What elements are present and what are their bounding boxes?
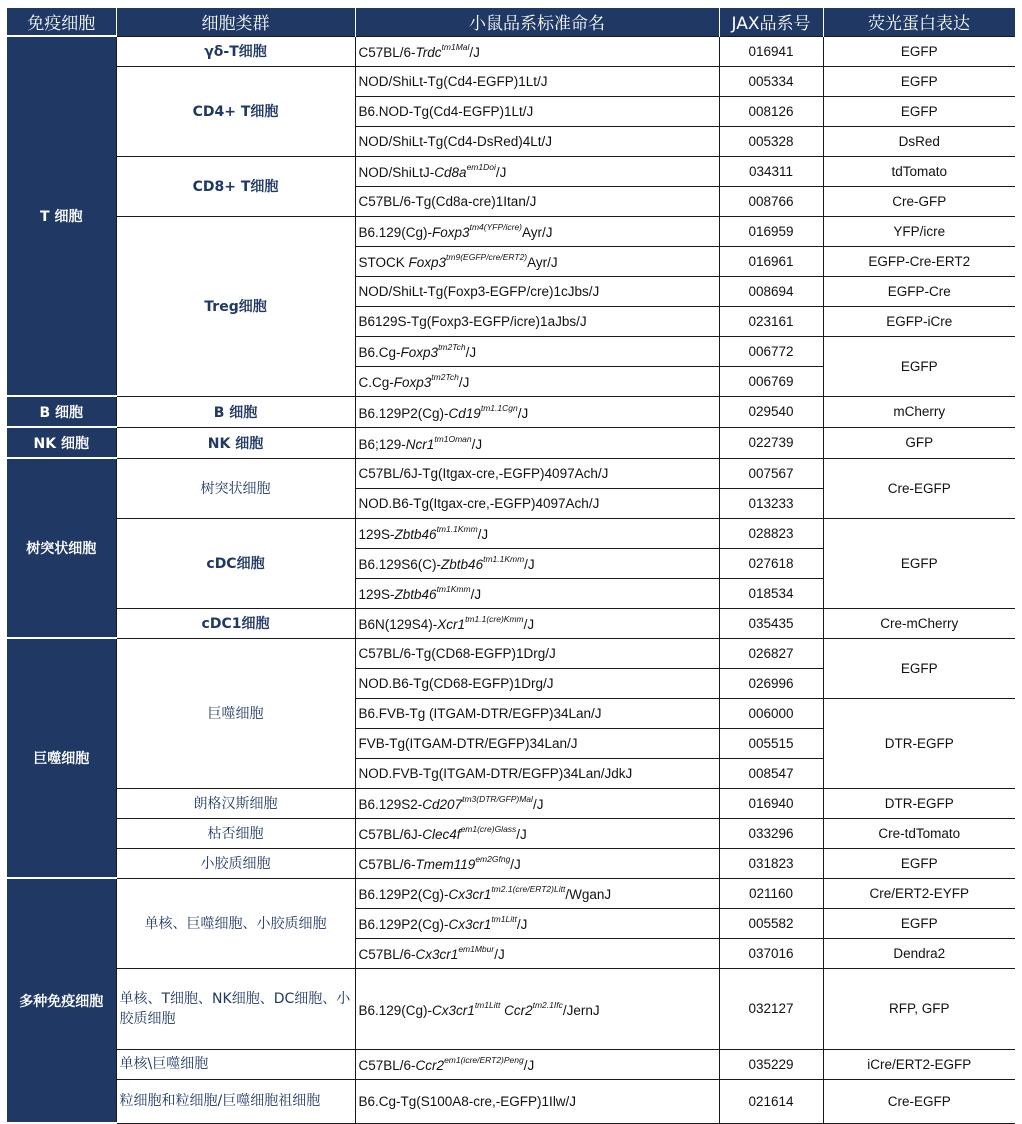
strain-name [355, 608, 719, 638]
gene-symbol: Foxp3 [432, 225, 470, 240]
col-header-subgroup: 细胞类群 [116, 8, 355, 36]
jax-number: 006772 [719, 336, 823, 366]
strain-suffix: /J [494, 947, 505, 962]
strain-prefix: 129S- [358, 587, 395, 602]
jax-number: 034311 [719, 156, 823, 186]
jax-number: 005334 [719, 66, 823, 96]
strain-name [355, 427, 719, 458]
subgroup-dc: 树突状细胞 [116, 458, 355, 518]
fluorescent-protein: EGFP-Cre-ERT2 [823, 246, 1015, 276]
strain-prefix: C.Cg- [358, 375, 394, 390]
allele-superscript: tm1Mal [441, 42, 470, 52]
strain-prefix: B6.FVB-Tg (ITGAM-DTR/EGFP)34Lan/J [358, 705, 602, 721]
strain-name [355, 848, 719, 878]
fluorescent-protein: Cre-EGFP [823, 458, 1015, 518]
jax-number: 021614 [719, 1079, 823, 1123]
strain-suffix: Ayr/J [527, 255, 558, 270]
fluorescent-protein: EGFP [823, 848, 1015, 878]
category-nk-cell: NK 细胞 [7, 427, 116, 458]
gene-symbol: Cx3cr1 [448, 887, 492, 902]
strain-name [355, 216, 719, 246]
strain-prefix: B6;129- [358, 436, 406, 452]
strain-prefix: NOD/ShiLtJ- [358, 165, 435, 180]
strain-name [355, 156, 719, 186]
table-row [7, 608, 1015, 638]
fluorescent-protein: Dendra2 [823, 938, 1015, 968]
strain-name [355, 668, 719, 698]
jax-number: 008694 [719, 276, 823, 306]
subgroup-nk: NK 细胞 [116, 427, 355, 458]
strain-prefix: B6129S-Tg(Foxp3-EGFP/icre)1aJbs/J [358, 313, 587, 329]
gene-symbol: Zbtb46 [394, 587, 437, 602]
allele-superscript: tm1.1(cre)Kmm [465, 614, 524, 624]
strain-name [355, 36, 719, 66]
strain-suffix: /J [495, 165, 507, 180]
strain-name [355, 1049, 719, 1079]
fluorescent-protein: Cre-tdTomato [823, 818, 1015, 848]
subgroup-kupffer: 枯否细胞 [116, 818, 355, 848]
strain-prefix: B6.129P2(Cg)- [358, 917, 449, 932]
col-header-strain-name: 小鼠品系标准命名 [355, 8, 719, 36]
jax-number: 026996 [719, 668, 823, 698]
strain-name [355, 126, 719, 156]
col-header-immune-cell: 免疫细胞 [7, 8, 116, 36]
table-row [7, 638, 1015, 668]
strain-suffix: /J [471, 436, 483, 452]
strain-suffix: Ayr/J [522, 225, 553, 240]
fluorescent-protein: EGFP-Cre [823, 276, 1015, 306]
table-row [7, 427, 1015, 458]
gene-symbol: Cd19 [448, 405, 481, 421]
strain-prefix: B6.129S6(C)- [358, 557, 442, 572]
jax-number: 016940 [719, 788, 823, 818]
strain-suffix: /J [470, 587, 482, 602]
jax-number: 016959 [719, 216, 823, 246]
strain-prefix: C57BL/6- [358, 857, 416, 872]
strain-prefix: FVB-Tg(ITGAM-DTR/EGFP)34Lan/J [358, 735, 578, 751]
strain-prefix: C57BL/6J- [358, 827, 423, 842]
strain-name [355, 578, 719, 608]
strain-name [355, 1079, 719, 1123]
jax-number: 008547 [719, 758, 823, 788]
strain-suffix: /WganJ [565, 887, 612, 902]
category-b-cell: B 细胞 [7, 396, 116, 427]
allele-superscript: tm1.1Cgn [480, 402, 518, 413]
subgroup-mono-mac: 单核\巨噬细胞 [116, 1049, 355, 1079]
strain-suffix: /J [516, 827, 527, 842]
table-row [7, 396, 1015, 427]
jax-number: 005582 [719, 908, 823, 938]
jax-number: 021160 [719, 878, 823, 908]
allele-superscript: tm1Kmm [436, 584, 471, 594]
fluorescent-protein: DTR-EGFP [823, 788, 1015, 818]
strain-prefix: STOCK [358, 255, 409, 270]
jax-number: 005515 [719, 728, 823, 758]
allele-superscript: tm2Tch [431, 372, 459, 382]
strain-prefix: 129S- [358, 527, 395, 542]
strain-prefix: B6.Cg-Tg(S100A8-cre,-EGFP)1Ilw/J [358, 1093, 577, 1109]
strain-name [355, 276, 719, 306]
strain-name [355, 818, 719, 848]
jax-number: 005328 [719, 126, 823, 156]
strain-name [355, 518, 719, 548]
strain-name [355, 698, 719, 728]
strain-name [355, 66, 719, 96]
strain-suffix: /J [510, 857, 521, 872]
gene-symbol: Ccr2 [415, 1058, 445, 1073]
strain-suffix: /J [477, 527, 489, 542]
subgroup-mono-t-nk-dc-mg: 单核、T细胞、NK细胞、DC细胞、小胶质细胞 [116, 968, 355, 1049]
strain-name [355, 396, 719, 427]
fluorescent-protein: iCre/ERT2-EGFP [823, 1049, 1015, 1079]
category-macrophage: 巨噬细胞 [7, 638, 116, 878]
table-row [7, 788, 1015, 818]
strain-prefix: B6.NOD-Tg(Cd4-EGFP)1Lt/J [358, 103, 534, 119]
subgroup-cd4: CD4+ T细胞 [116, 66, 355, 156]
fluorescent-protein: GFP [823, 427, 1015, 458]
table-row [7, 1049, 1015, 1079]
gene-symbol: Foxp3 [393, 375, 432, 390]
jax-number: 032127 [719, 968, 823, 1049]
allele-superscript: em1(cre)Glass [460, 824, 517, 834]
strain-table [7, 8, 1016, 1124]
strain-prefix: B6.129S2- [358, 797, 423, 812]
jax-number: 035435 [719, 608, 823, 638]
strain-name [355, 728, 719, 758]
strain-prefix: NOD.B6-Tg(Itgax-cre,-EGFP)4097Ach/J [358, 495, 600, 511]
col-header-jax-number: JAX品系号 [719, 8, 823, 36]
fluorescent-protein: DTR-EGFP [823, 698, 1015, 788]
strain-prefix: NOD.B6-Tg(CD68-EGFP)1Drg/J [358, 675, 554, 691]
table-row [7, 458, 1015, 488]
strain-name [355, 938, 719, 968]
allele-superscript: em1(icre/ERT2)Peng [444, 1055, 524, 1065]
fluorescent-protein: EGFP [823, 66, 1015, 96]
subgroup-mac: 巨噬细胞 [116, 638, 355, 788]
subgroup-cd8: CD8+ T细胞 [116, 156, 355, 216]
fluorescent-protein: Cre/ERT2-EYFP [823, 878, 1015, 908]
jax-number: 027618 [719, 548, 823, 578]
jax-number: 018534 [719, 578, 823, 608]
allele-superscript: em1Doi [466, 162, 496, 172]
strain-name [355, 908, 719, 938]
fluorescent-protein: EGFP [823, 908, 1015, 938]
strain-name [355, 246, 719, 276]
subgroup-cdc1: cDC1细胞 [116, 608, 355, 638]
strain-prefix: C57BL/6- [358, 1058, 416, 1073]
table-row [7, 518, 1015, 548]
strain-name [355, 336, 719, 366]
strain-suffix: /J [517, 405, 529, 421]
jax-number: 023161 [719, 306, 823, 336]
allele-superscript-2: tm2.1Ifc [532, 999, 563, 1010]
allele-superscript: tm3(DTR/GFP)Mal [462, 794, 533, 804]
strain-suffix-2: /JernJ [562, 1002, 600, 1018]
jax-number: 037016 [719, 938, 823, 968]
strain-prefix: B6.129(Cg)- [358, 225, 433, 240]
jax-number: 008766 [719, 186, 823, 216]
jax-number: 007567 [719, 458, 823, 488]
allele-superscript: tm2.1(cre/ERT2)Litt [491, 884, 566, 894]
allele-superscript: tm1Litt [474, 999, 501, 1010]
subgroup-microglia: 小胶质细胞 [116, 848, 355, 878]
jax-number: 006769 [719, 366, 823, 396]
allele-superscript: tm1Oman [434, 433, 472, 444]
strain-name [355, 758, 719, 788]
allele-superscript: tm9(EGFP/cre/ERT2) [446, 252, 528, 262]
subgroup-cdc: cDC细胞 [116, 518, 355, 608]
jax-number: 033296 [719, 818, 823, 848]
gene-symbol: Trdc [415, 45, 442, 60]
gene-symbol: Cd207 [422, 797, 463, 812]
strain-prefix: NOD/ShiLt-Tg(Cd4-DsRed)4Lt/J [358, 133, 553, 149]
strain-prefix: B6N(129S4)- [358, 617, 438, 632]
jax-number: 013233 [719, 488, 823, 518]
gene-symbol: Tmem119 [415, 857, 476, 872]
jax-number: 006000 [719, 698, 823, 728]
strain-name [355, 306, 719, 336]
table-row [7, 818, 1015, 848]
strain-name [355, 788, 719, 818]
strain-prefix: B6.129(Cg)- [358, 1002, 433, 1018]
fluorescent-protein: Cre-GFP [823, 186, 1015, 216]
allele-superscript: em2Gfng [475, 854, 511, 864]
subgroup-b: B 细胞 [116, 396, 355, 427]
category-multi: 多种免疫细胞 [7, 878, 116, 1123]
strain-suffix: /J [523, 1058, 535, 1073]
strain-prefix: NOD.FVB-Tg(ITGAM-DTR/EGFP)34Lan/JdkJ [358, 765, 633, 781]
strain-name [355, 186, 719, 216]
table-row [7, 156, 1015, 186]
jax-number: 031823 [719, 848, 823, 878]
fluorescent-protein: DsRed [823, 126, 1015, 156]
table-row [7, 878, 1015, 908]
strain-name [355, 366, 719, 396]
gene-symbol: Foxp3 [400, 345, 439, 360]
gene-symbol: Cx3cr1 [448, 917, 492, 932]
strain-name [355, 638, 719, 668]
strain-name [355, 458, 719, 488]
fluorescent-protein: RFP, GFP [823, 968, 1015, 1049]
gene-symbol: Clec4f [422, 827, 461, 842]
allele-superscript: tm1.1Kmm [483, 554, 525, 564]
strain-suffix: /J [469, 45, 480, 60]
fluorescent-protein: EGFP-iCre [823, 306, 1015, 336]
gene-symbol: Foxp3 [408, 255, 447, 270]
strain-name [355, 548, 719, 578]
allele-superscript: tm1.1Kmm [436, 524, 478, 534]
fluorescent-protein: Cre-EGFP [823, 1079, 1015, 1123]
table-row [7, 848, 1015, 878]
strain-prefix: B6.Cg- [358, 345, 401, 360]
table-row [7, 1079, 1015, 1123]
jax-number: 035229 [719, 1049, 823, 1079]
gene-symbol: Cd8a [434, 165, 467, 180]
strain-prefix: C57BL/6-Tg(CD68-EGFP)1Drg/J [358, 645, 556, 661]
allele-superscript: em1Mbur [458, 944, 495, 954]
strain-prefix: B6.129P2(Cg)- [358, 887, 449, 902]
allele-superscript: tm1Litt [491, 914, 517, 924]
subgroup-langerhans: 朗格汉斯细胞 [116, 788, 355, 818]
strain-prefix: B6.129P2(Cg)- [358, 405, 449, 421]
jax-number: 008126 [719, 96, 823, 126]
fluorescent-protein: YFP/icre [823, 216, 1015, 246]
subgroup-granulo: 粒细胞和粒细胞/巨噬细胞祖细胞 [116, 1079, 355, 1123]
jax-number: 029540 [719, 396, 823, 427]
jax-number: 022739 [719, 427, 823, 458]
fluorescent-protein: Cre-mCherry [823, 608, 1015, 638]
table-row [7, 968, 1015, 1049]
strain-suffix: /J [465, 345, 477, 360]
gene-symbol-2: Ccr2 [504, 1002, 533, 1018]
strain-name [355, 878, 719, 908]
header-row [7, 8, 1015, 36]
jax-number: 016941 [719, 36, 823, 66]
fluorescent-protein: mCherry [823, 396, 1015, 427]
allele-superscript: tm2Tch [438, 342, 466, 352]
jax-number: 016961 [719, 246, 823, 276]
table-row [7, 66, 1015, 96]
table-row [7, 36, 1015, 66]
strain-prefix: NOD/ShiLt-Tg(Foxp3-EGFP/cre)1cJbs/J [358, 283, 600, 299]
subgroup-treg: Treg细胞 [116, 216, 355, 396]
gene-symbol: Zbtb46 [441, 557, 484, 572]
category-t-cell: T 细胞 [7, 36, 116, 396]
jax-number: 028823 [719, 518, 823, 548]
gene-symbol: Ncr1 [405, 436, 435, 452]
fluorescent-protein: tdTomato [823, 156, 1015, 186]
strain-prefix: C57BL/6- [358, 45, 416, 60]
strain-prefix: C57BL/6-Tg(Cd8a-cre)1Itan/J [358, 193, 537, 209]
fluorescent-protein: EGFP [823, 36, 1015, 66]
subgroup-mono-mac-mg: 单核、巨噬细胞、小胶质细胞 [116, 878, 355, 968]
strain-prefix: C57BL/6J-Tg(Itgax-cre,-EGFP)4097Ach/J [358, 465, 609, 481]
subgroup-gdt: γδ-T细胞 [116, 36, 355, 66]
fluorescent-protein: EGFP [823, 96, 1015, 126]
strain-suffix: /J [523, 617, 535, 632]
fluorescent-protein: EGFP [823, 638, 1015, 698]
gene-symbol: Cx3cr1 [432, 1002, 475, 1018]
col-header-fluorescent-protein: 荧光蛋白表达 [823, 8, 1015, 36]
strain-prefix: C57BL/6- [358, 947, 416, 962]
strain-suffix: /J [532, 797, 544, 812]
category-dendritic: 树突状细胞 [7, 458, 116, 638]
strain-suffix: /J [516, 917, 528, 932]
fluorescent-protein: EGFP [823, 336, 1015, 396]
gene-symbol: Xcr1 [437, 617, 466, 632]
allele-superscript: tm4(YFP/icre) [469, 222, 522, 232]
table-row [7, 216, 1015, 246]
strain-suffix: /J [524, 557, 535, 572]
gene-symbol: Zbtb46 [394, 527, 437, 542]
strain-name [355, 968, 719, 1049]
strain-name [355, 488, 719, 518]
strain-prefix: NOD/ShiLt-Tg(Cd4-EGFP)1Lt/J [358, 73, 548, 89]
jax-number: 026827 [719, 638, 823, 668]
strain-name [355, 96, 719, 126]
strain-suffix: /J [458, 375, 470, 390]
gene-symbol: Cx3cr1 [415, 947, 459, 962]
fluorescent-protein: EGFP [823, 518, 1015, 608]
